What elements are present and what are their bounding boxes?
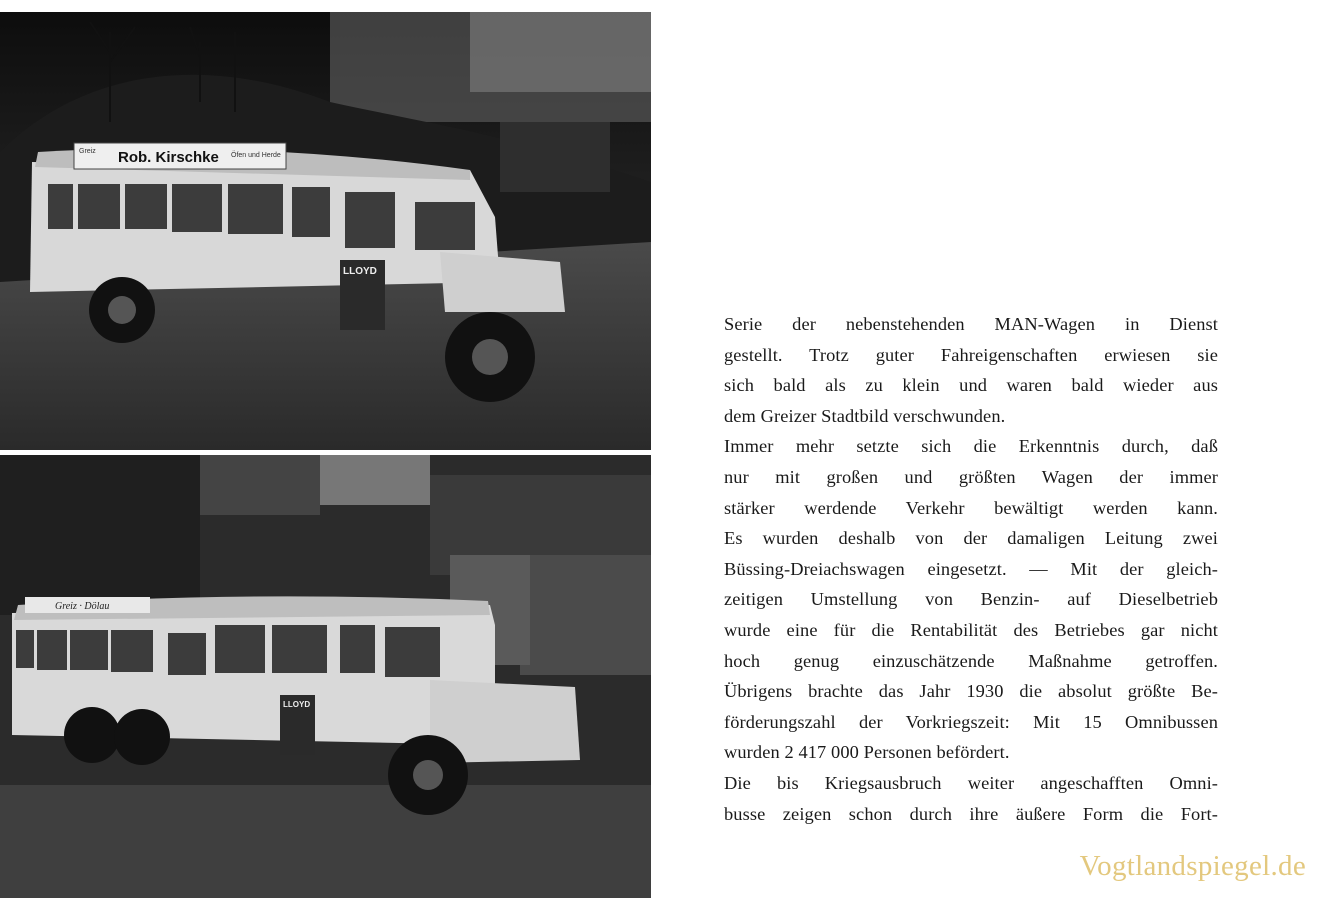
text-line: gestellt. Trotz guter Fahreigenschaften erwiesen sie [724, 344, 1218, 365]
destination-sign-text: Rob. Kirschke [118, 149, 219, 166]
text-line: wurden 2 417 000 Personen befördert. [724, 742, 1010, 763]
text-line: busse zeigen schon durch ihre äußere Form die Fort- [724, 803, 1218, 824]
text-line: Büssing-Dreiachswagen eingesetzt. — Mit der gleich- [724, 558, 1218, 579]
text-line: wurde eine für die Rentabilität des Betriebes gar nicht [724, 619, 1218, 640]
text-line: nur mit großen und größten Wagen der immer [724, 466, 1218, 487]
text-line: dem Greizer Stadtbild verschwunden. [724, 405, 1006, 426]
destination-sign-text: Greiz · Dölau [55, 601, 110, 612]
text-line: hoch genug einzuschätzende Maßnahme getroffen. [724, 650, 1218, 671]
photo-man-bus [0, 12, 651, 450]
side-ad-text: LLOYD [343, 266, 377, 277]
text-line: stärker werdende Verkehr bewältigt werden kann. [724, 497, 1218, 518]
text-line: Übrigens brachte das Jahr 1930 die absolut größte Be- [724, 681, 1218, 702]
site-watermark: Vogtlandspiegel.de [1079, 850, 1306, 882]
body-text [724, 309, 1218, 829]
sign-small-left: Greiz [79, 148, 96, 155]
text-line: sich bald als zu klein und waren bald wieder aus [724, 375, 1218, 396]
side-ad-text: LLOYD [283, 700, 311, 709]
photo-buessing-bus [0, 455, 651, 898]
text-line: Die bis Kriegsausbruch weiter angeschafften Omni- [724, 772, 1218, 793]
sign-small-right: Öfen und Herde [231, 152, 281, 159]
text-line: zeitigen Umstellung von Benzin- auf Dieselbetrieb [724, 589, 1218, 610]
text-line: Serie der nebenstehenden MAN-Wagen in Dienst [724, 314, 1218, 334]
text-line: Es wurden deshalb von der damaligen Leitung zwei [724, 528, 1218, 549]
text-line: Immer mehr setzte sich die Erkenntnis durch, daß [724, 436, 1218, 457]
text-line: förderungszahl der Vorkriegszeit: Mit 15 Omnibussen [724, 711, 1218, 732]
